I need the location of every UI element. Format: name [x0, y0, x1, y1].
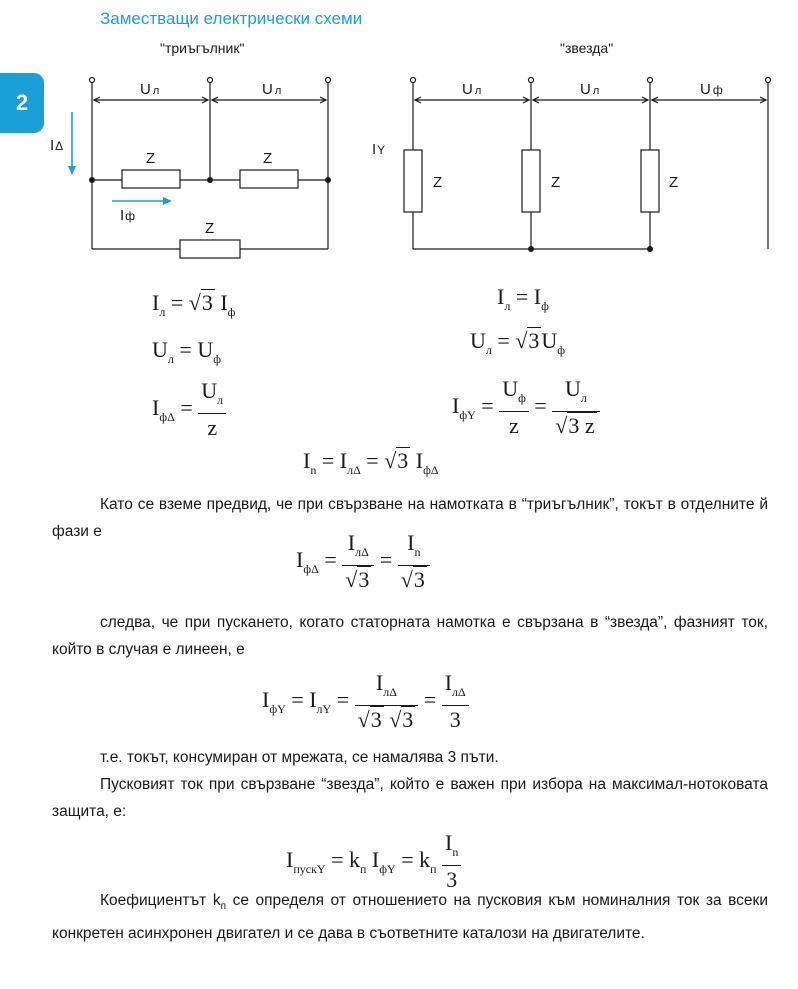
formula-starting-current: $I_{пускY} = k_п$ $I_{фY} = k_п$ $\frac{I_n}{3}$ [286, 830, 461, 894]
triangle-i-phase: Iф [120, 207, 136, 224]
star-u-line-1: U л [462, 81, 482, 98]
triangle-u-label-2: U л [262, 81, 282, 98]
triangle-z-2: Z [263, 150, 273, 167]
formula-triangle-phase-current: $I_{ф\Delta}$ = $\frac{U_л}{z}$ [152, 378, 226, 442]
chapter-tab: 2 [0, 73, 44, 133]
star-u-phase: U ф [700, 81, 723, 98]
star-caption: "звезда" [560, 40, 614, 56]
paragraph-2: следва, че при пускането, когато статорната намотка е свързана в “звезда”, фазният ток, който в случая е линеен, е [52, 614, 768, 658]
formula-phase-current-star: $I_{фY} = I_{лY}$ = $\frac{I_{л\Delta}}{√3 √3}$ = $\frac{I_{л\Delta}}{3}$ [262, 670, 469, 734]
paragraph-4: Пусковият ток при свързване “звезда”, който е важен при избора на максимал-нотоковата защита, е: [52, 776, 768, 820]
formula-star-phase-current: $I_{фY}$ = $\frac{U_ф}{z}$ = $\frac{U_л}{√3 z}$ [452, 376, 600, 440]
star-i-y: IY [372, 141, 386, 158]
formula-triangle-current: $I_л = √3$ $I_ф$ [152, 290, 236, 319]
star-u-line-2: U л [580, 81, 600, 98]
formula-nominal-current: $I_n = I_{л\Delta} = √3$ $I_{ф\Delta}$ [303, 448, 439, 477]
triangle-z-1: Z [146, 150, 156, 167]
formula-triangle-voltage: $U_л = U_ф$ [152, 337, 221, 366]
triangle-z-3: Z [205, 220, 215, 237]
paragraph-3: т.е. токът, консумиран от мрежата, се намалява 3 пъти. [100, 749, 499, 766]
triangle-caption: "триъгълник" [160, 40, 245, 56]
paragraph-5: Коефициентът $k_п$ се определя от отношението на пусковия към номиналния ток за всеки конкретен асинхронен двигател и се дава в съответните каталози на двигателите. [52, 892, 768, 943]
formula-star-current: $I_л = I_ф$ [497, 284, 549, 313]
star-z-2: Z [551, 174, 561, 191]
formula-phase-current-delta: $I_{ф\Delta}$ = $\frac{I_{л\Delta}}{√3}$ = $\frac{I_n}{√3}$ [296, 530, 430, 594]
paragraph-1: Като се вземе предвид, че при свързване на намотката в “триъгълник”, токът в отделните й фази е [52, 496, 768, 540]
triangle-u-label-1: U л [140, 81, 160, 98]
triangle-i-delta: IΔ [50, 137, 64, 154]
star-z-3: Z [669, 174, 679, 191]
formula-star-voltage: $U_л = √3U_ф$ [470, 328, 566, 357]
star-z-1: Z [433, 174, 443, 191]
circuit-diagrams [0, 0, 798, 270]
page-title: Заместващи електрически схеми [100, 9, 363, 28]
